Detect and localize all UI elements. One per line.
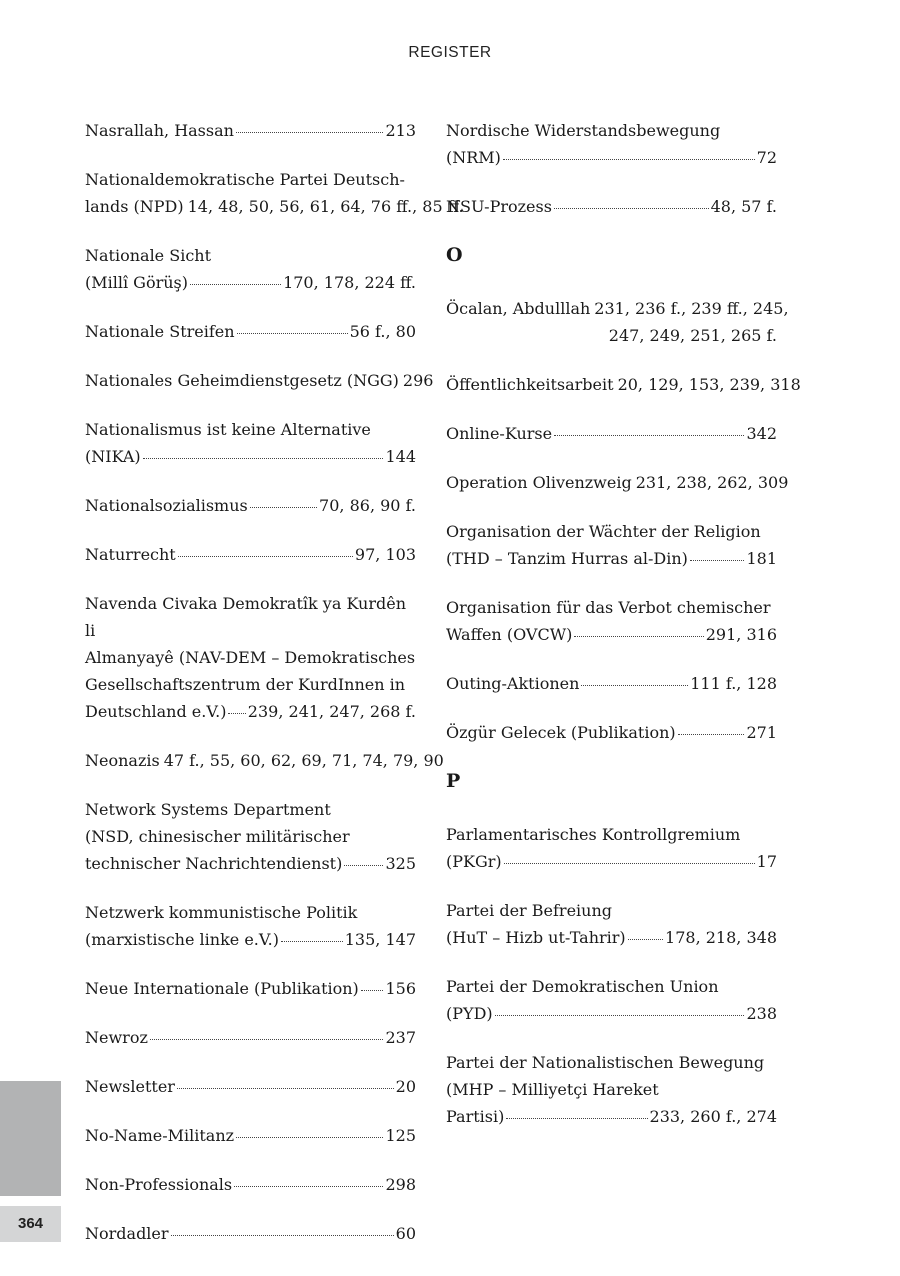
entry-pages: 271 (746, 723, 777, 742)
dot-leader (554, 435, 744, 436)
index-entry (85, 318, 416, 345)
entry-term: Neonazis (85, 751, 160, 770)
index-entry (446, 897, 777, 951)
entry-term: (NRM) (446, 148, 501, 167)
entry-term: Nasrallah, Hassan (85, 121, 234, 140)
dot-leader (554, 208, 709, 209)
entry-pages: 20 (395, 1077, 416, 1096)
dot-leader (237, 333, 348, 334)
entry-pages: 298 (385, 1175, 416, 1194)
entry-term: Operation Olivenzweig (446, 473, 632, 492)
index-entry (446, 193, 777, 220)
entry-pages: 233, 260 f., 274 (649, 1107, 777, 1126)
dot-leader (178, 556, 353, 557)
entry-term: lands (NPD) (85, 197, 184, 216)
index-entry (446, 469, 789, 496)
index-entry (446, 821, 777, 875)
entry-term: Newsletter (85, 1077, 175, 1096)
index-entry (85, 367, 434, 394)
index-entry (446, 371, 801, 398)
entry-pages: 342 (746, 424, 777, 443)
index-entry (85, 1171, 416, 1198)
index-entry (446, 117, 777, 171)
dot-leader (581, 685, 688, 686)
entry-pages: 231, 236 f., 239 ff., 245, (594, 299, 789, 318)
entry-pages: 111 f., 128 (690, 674, 777, 693)
index-entry (85, 242, 416, 296)
entry-pages: 296 (402, 371, 434, 390)
entry-pages: 156 (385, 979, 416, 998)
dot-leader (143, 458, 384, 459)
entry-pages: 125 (385, 1126, 416, 1145)
entry-pages: 60 (395, 1224, 416, 1243)
index-entry (85, 590, 416, 725)
dot-leader (495, 1015, 745, 1016)
entry-pages: 97, 103 (354, 545, 416, 564)
index-entry (85, 541, 416, 568)
entry-term: (marxistische linke e.V.) (85, 930, 279, 949)
entry-term: Öcalan, Abdulllah (446, 299, 591, 318)
entry-text-line: Navenda Civaka Demokratîk ya Kurdên li (85, 594, 407, 640)
dot-leader (504, 863, 755, 864)
entry-pages: 48, 57 f. (710, 197, 777, 216)
dot-leader (250, 507, 317, 508)
entry-term: No-Name-Militanz (85, 1126, 235, 1145)
entry-pages: 170, 178, 224 ff. (283, 273, 416, 292)
entry-pages: 178, 218, 348 (665, 928, 777, 947)
entry-pages: 72 (756, 148, 777, 167)
entry-term: Neue Internationale (Publikation) (85, 979, 359, 998)
index-entry (446, 594, 777, 648)
dot-leader (361, 990, 384, 991)
index-entry (446, 518, 777, 572)
dot-leader (171, 1235, 394, 1236)
entry-term: Nationales Geheimdienstgesetz (NGG) (85, 371, 399, 390)
index-entry (85, 899, 416, 953)
page-number: 364 (0, 1206, 61, 1242)
entry-term: (THD – Tanzim Hurras al-Din) (446, 549, 688, 568)
entry-text-line: Almanyayê (NAV-DEM – Demokratisches (85, 648, 416, 667)
index-entry (85, 796, 416, 877)
entry-pages-continued: 247, 249, 251, 265 f. (608, 326, 777, 345)
dot-leader (690, 560, 745, 561)
index-entry (85, 1073, 416, 1100)
dot-leader (503, 159, 755, 160)
index-entry (446, 670, 777, 697)
index-entry (85, 975, 416, 1002)
entry-pages: 181 (746, 549, 777, 568)
entry-term: Öffentlichkeitsarbeit (446, 375, 614, 394)
entry-pages: 14, 48, 50, 56, 61, 64, 76 ff., 85 ff. (187, 197, 464, 216)
entry-text-line: Organisation für das Verbot chemischer (446, 598, 771, 617)
entry-pages: 135, 147 (344, 930, 416, 949)
entry-text-line: (MHP – Milliyetçi Hareket (446, 1080, 659, 1099)
index-entry (85, 1122, 416, 1149)
entry-term: Newroz (85, 1028, 148, 1047)
entry-pages: 47 f., 55, 60, 62, 69, 71, 74, 79, 90 (163, 751, 444, 770)
entry-text-line: Parlamentarisches Kontrollgremium (446, 825, 741, 844)
entry-text-line: Partei der Demokratischen Union (446, 977, 719, 996)
entry-term: Outing-Aktionen (446, 674, 580, 693)
entry-pages: 213 (385, 121, 416, 140)
entry-term: NSU-Prozess (446, 197, 552, 216)
section-letter-o: O (446, 244, 463, 266)
dot-leader (177, 1088, 394, 1089)
entry-term: Özgür Gelecek (Publikation) (446, 723, 676, 742)
entry-term: Waffen (OVCW) (446, 625, 573, 644)
index-entry (446, 1049, 777, 1130)
index-entry (446, 973, 777, 1027)
entry-text-line: Network Systems Department (85, 800, 331, 819)
running-header: REGISTER (408, 44, 492, 61)
index-entry (85, 492, 416, 519)
index-column-left (85, 117, 464, 1269)
dot-leader (506, 1118, 647, 1119)
dot-leader (678, 734, 745, 735)
entry-text-line: Partei der Befreiung (446, 901, 613, 920)
entry-text-line: Nationaldemokratische Partei Deutsch- (85, 170, 405, 189)
entry-term: (NIKA) (85, 447, 141, 466)
entry-term: Deutschland e.V.) (85, 702, 227, 721)
dot-leader (234, 1186, 383, 1187)
entry-pages: 56 f., 80 (349, 322, 416, 341)
entry-pages: 144 (385, 447, 416, 466)
index-entry (85, 1024, 416, 1051)
index-column-right (446, 117, 801, 1152)
entry-term: Online-Kurse (446, 424, 553, 443)
entry-pages: 237 (385, 1028, 416, 1047)
thumb-index-tab (0, 1081, 61, 1196)
dot-leader (281, 941, 343, 942)
dot-leader (628, 939, 663, 940)
entry-term: (HuT – Hizb ut-Tahrir) (446, 928, 626, 947)
index-entry (85, 117, 416, 144)
dot-leader (574, 636, 703, 637)
entry-term: (Millî Görüş) (85, 273, 188, 292)
entry-term: Nationalsozialismus (85, 496, 248, 515)
dot-leader (236, 1137, 383, 1138)
entry-text-line: Nordische Widerstandsbewegung (446, 121, 721, 140)
index-entry (446, 420, 777, 447)
entry-term: Non-Professionals (85, 1175, 233, 1194)
entry-pages: 291, 316 (705, 625, 777, 644)
entry-pages: 20, 129, 153, 239, 318 (617, 375, 801, 394)
entry-text-line: Partei der Nationalistischen Bewegung (446, 1053, 765, 1072)
entry-pages: 325 (385, 854, 416, 873)
entry-text-line: Gesellschaftszentrum der KurdInnen in (85, 675, 406, 694)
entry-pages: 239, 241, 247, 268 f. (247, 702, 416, 721)
entry-term: Nordadler (85, 1224, 169, 1243)
entry-text-line: Organisation der Wächter der Religion (446, 522, 761, 541)
entry-term: Naturrecht (85, 545, 176, 564)
entry-text-line: Nationale Sicht (85, 246, 212, 265)
entry-pages: 231, 238, 262, 309 (635, 473, 789, 492)
index-entry (85, 747, 444, 774)
entry-term: technischer Nachrichtendienst) (85, 854, 343, 873)
index-entry (85, 416, 416, 470)
dot-leader (150, 1039, 384, 1040)
entry-term: (PKGr) (446, 852, 502, 871)
entry-text-line: (NSD, chinesischer militärischer (85, 827, 350, 846)
entry-text-line: Nationalismus ist keine Alternative (85, 420, 371, 439)
entry-term: (PYD) (446, 1004, 493, 1023)
entry-term: Partisi) (446, 1107, 505, 1126)
entry-pages: 238 (746, 1004, 777, 1023)
index-entry (85, 166, 464, 220)
index-entry (446, 719, 777, 746)
index-entry (85, 1220, 416, 1247)
dot-leader (228, 713, 245, 714)
dot-leader (344, 865, 383, 866)
entry-term: Nationale Streifen (85, 322, 235, 341)
entry-text-line: Netzwerk kommunistische Politik (85, 903, 358, 922)
dot-leader (236, 132, 384, 133)
index-entry (446, 295, 789, 349)
entry-pages: 17 (756, 852, 777, 871)
dot-leader (190, 284, 281, 285)
section-letter-p: P (446, 770, 461, 792)
entry-pages: 70, 86, 90 f. (319, 496, 416, 515)
